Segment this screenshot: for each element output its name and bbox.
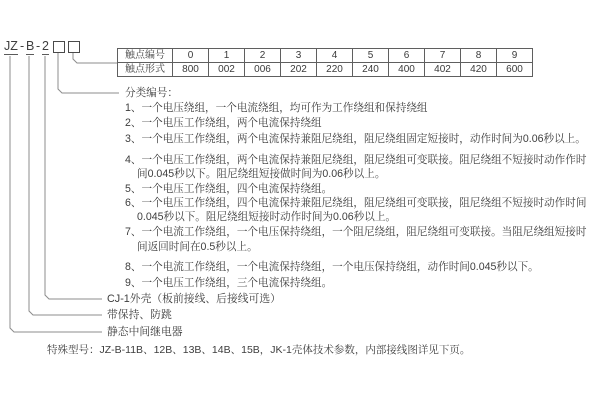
model-class-code-box — [53, 41, 65, 53]
contact-form-cell: 202 — [281, 63, 317, 77]
contact-number-cell: 4 — [317, 49, 353, 63]
contact-number-cell: 6 — [389, 49, 425, 63]
contact-form-cell: 400 — [389, 63, 425, 77]
contact-form-cell: 420 — [461, 63, 497, 77]
connector-contact-box-line — [73, 53, 117, 63]
special-note: 特殊型号：JZ-B-11B、12B、13B、14B、15B，JK-1壳体技术参数，内部接线图详见下页。 — [47, 344, 471, 356]
contact-number-cell: 0 — [173, 49, 209, 63]
classification-line-wrap: 0.045秒以下。阻尼绕组短接时动作时间为0.06秒以上。 — [137, 211, 397, 223]
contact-form-cell: 600 — [497, 63, 533, 77]
classification-line-wrap: 间0.045秒以下。阻尼绕组短接做时间为0.06秒以上。 — [137, 168, 386, 180]
model-dash-2: - — [36, 39, 41, 53]
classification-line: 1、一个电压绕组，一个电流绕组，均可作为工作绕组和保持绕组 — [125, 102, 428, 114]
model-case-code-text: 2 — [42, 39, 49, 53]
classification-line: 4、一个电压工作绕组，两个电流保持兼阻尼绕组，阻尼绕组可变联接。阻尼绕组不短接时动作作时 — [125, 154, 587, 166]
model-series-text: JZ — [4, 39, 18, 53]
contact-table — [117, 48, 533, 77]
branch-label-case: CJ-1外壳（板前接线、后接线可选） — [107, 293, 281, 305]
contact-number-cell: 1 — [209, 49, 245, 63]
contact-number-cell: 7 — [425, 49, 461, 63]
branch-label-relay-type: 静态中间继电器 — [107, 326, 183, 338]
contact-form-cell: 006 — [245, 63, 281, 77]
contact-form-cell: 220 — [317, 63, 353, 77]
contact-number-label: 触点编号 — [118, 49, 173, 63]
classification-line: 6、一个电压工作绕组，四个电流保持兼阻尼绕组，阻尼绕组可变联接，阻尼绕组不短接时动作时间 — [125, 197, 587, 209]
contact-number-cell: 5 — [353, 49, 389, 63]
connector-class-box-line — [58, 53, 119, 93]
classification-line: 8、一个电流工作绕组，一个电流保持绕组，一个电压保持绕组，动作时间0.045秒以下。 — [125, 261, 539, 273]
model-variant-text: B — [26, 39, 35, 53]
contact-form-cell: 240 — [353, 63, 389, 77]
contact-form-cell: 800 — [173, 63, 209, 77]
contact-number-cell: 9 — [497, 49, 533, 63]
classification-title: 分类编号： — [125, 87, 178, 99]
classification-line: 3、一个电压工作绕组，两个电流保持兼阻尼绕组，阻尼绕组固定短接时，动作时间为0.06秒以上。 — [125, 133, 586, 145]
model-dash-1: - — [20, 39, 25, 53]
classification-line-wrap: 间返回时间在0.5秒以上。 — [137, 241, 258, 253]
connector-series-line — [10, 56, 102, 332]
model-contact-code-box — [68, 41, 80, 53]
contact-form-label: 触点形式 — [118, 63, 173, 77]
classification-line: 2、一个电压工作绕组，两个电流保持绕组 — [125, 117, 322, 129]
classification-line: 9、一个电压工作绕组，三个电流保持绕组。 — [125, 277, 333, 289]
contact-form-cell: 002 — [209, 63, 245, 77]
connector-variant-line — [29, 56, 102, 315]
contact-number-cell: 2 — [245, 49, 281, 63]
classification-line: 5、一个电压工作绕组，四个电流保持绕组。 — [125, 183, 333, 195]
contact-form-row — [118, 63, 533, 77]
connector-case-line — [45, 56, 102, 299]
contact-form-cell: 402 — [425, 63, 461, 77]
branch-label-hold-antipump: 带保持、防跳 — [107, 309, 172, 321]
contact-number-cell: 3 — [281, 49, 317, 63]
classification-line: 7、一个电流工作绕组，一个电压保持绕组，一个阻尼绕组，阻尼绕组可变联接。当阻尼绕组短接时 — [125, 226, 587, 238]
contact-number-row — [118, 49, 533, 63]
contact-number-cell: 8 — [461, 49, 497, 63]
